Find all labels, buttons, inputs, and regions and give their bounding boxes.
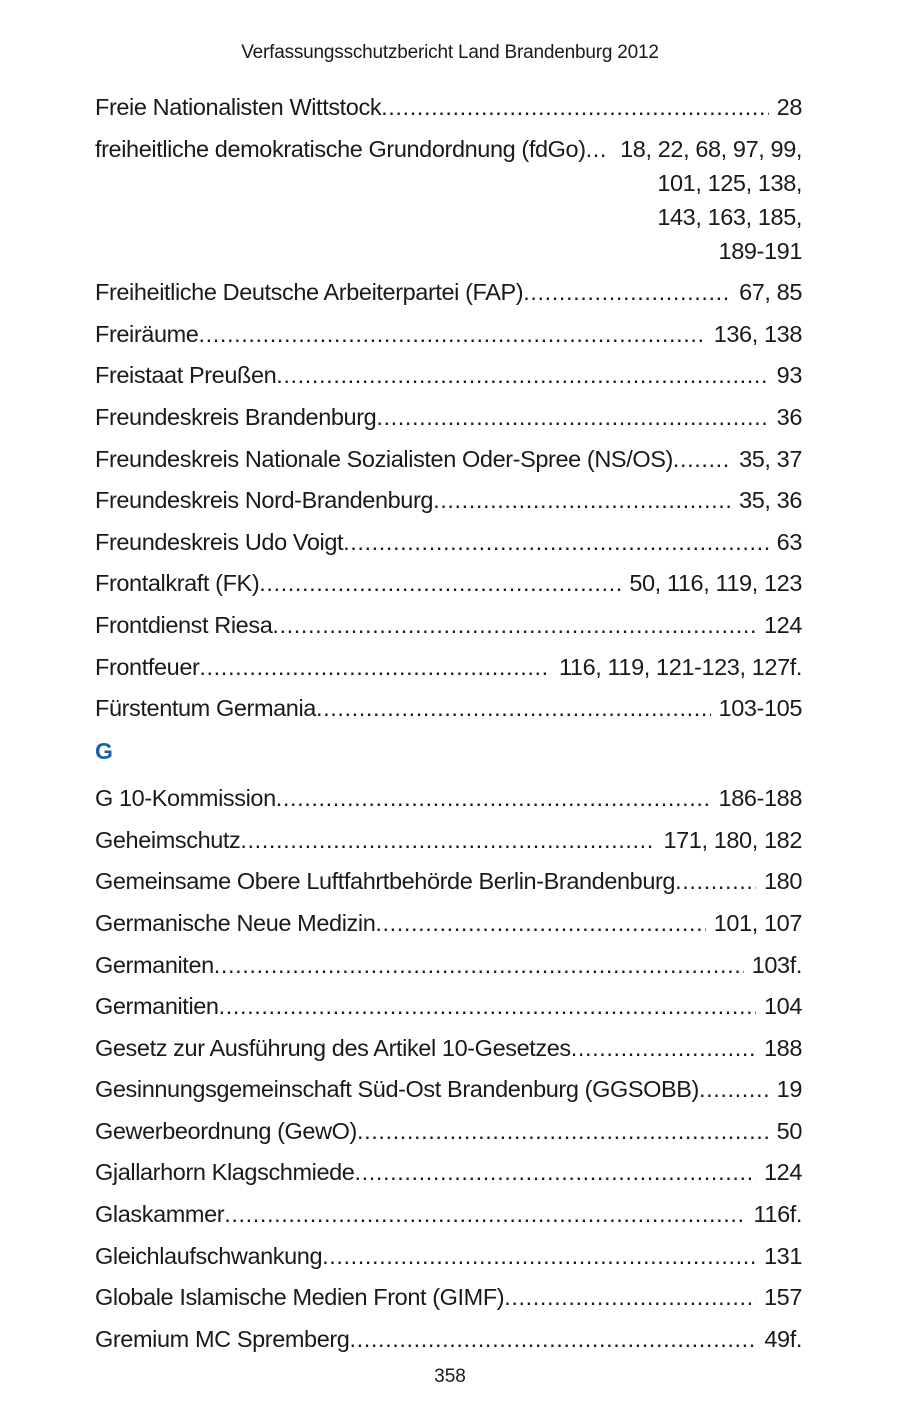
- index-entry: [95, 132, 802, 268]
- index-entry: [95, 823, 802, 857]
- index-entry: [95, 1031, 802, 1065]
- page-refs: 36: [776, 403, 802, 430]
- index-term: Frontfeuer: [95, 653, 200, 680]
- index-entry: [95, 650, 802, 684]
- index-entry: [95, 90, 802, 124]
- index-term: Gesinnungsgemeinschaft Süd-Ost Brandenburg (GGSOBB): [95, 1076, 699, 1103]
- dot-leader: [349, 1322, 756, 1356]
- dot-leader: [375, 906, 705, 940]
- index-entry: [95, 1114, 802, 1148]
- index-term: Freundeskreis Brandenburg: [95, 403, 377, 430]
- page-refs: 28: [776, 94, 802, 120]
- index-entry: [95, 948, 802, 982]
- index-entry: [95, 1155, 802, 1189]
- index-term: Freie Nationalisten Wittstock: [95, 94, 382, 120]
- index-term: Freistaat Preußen: [95, 362, 277, 389]
- dot-leader: [322, 1239, 756, 1273]
- index-entry: [95, 1197, 802, 1231]
- page-refs: 104: [763, 993, 802, 1020]
- page-refs: 116, 119, 121-123, 127f.: [558, 653, 802, 680]
- dot-leader: [272, 608, 756, 642]
- dot-leader: [571, 1031, 756, 1065]
- index-section-f: [95, 90, 802, 725]
- index-term: Germanitien: [95, 993, 219, 1020]
- index-term: Frontdienst Riesa: [95, 611, 273, 638]
- page-number: 358: [434, 1366, 466, 1387]
- index-term: freiheitliche demokratische Grundordnung (fdGo): [95, 135, 586, 162]
- dot-leader: [357, 1114, 769, 1148]
- dot-leader: [240, 823, 655, 857]
- dot-leader: [316, 691, 711, 725]
- page-refs: 116f.: [753, 1201, 802, 1228]
- page-refs: 35, 36: [739, 487, 802, 514]
- dot-leader: [433, 483, 731, 517]
- dot-leader: [276, 358, 768, 392]
- index-term: Glaskammer: [95, 1201, 225, 1228]
- dot-leader: [586, 132, 609, 166]
- page-refs: 171, 180, 182: [663, 826, 802, 853]
- page-refs: 103-105: [718, 695, 802, 722]
- index-entry: [95, 525, 802, 559]
- index-term: Geheimschutz: [95, 826, 241, 853]
- dot-leader: [699, 1072, 769, 1106]
- index-entry: [95, 358, 802, 392]
- dot-leader: [354, 1155, 756, 1189]
- index-term: Gesetz zur Ausführung des Artikel 10-Gesetzes: [95, 1034, 571, 1061]
- page-refs: 136, 138: [713, 320, 802, 347]
- index-term: Freundeskreis Udo Voigt: [95, 528, 344, 555]
- index-term: Germaniten: [95, 951, 214, 978]
- page-refs: 49f.: [764, 1325, 802, 1352]
- index-entry: [95, 989, 802, 1023]
- index-term: Freundeskreis Nord-Brandenburg: [95, 487, 434, 514]
- page-refs: 67, 85: [739, 279, 802, 306]
- dot-leader: [199, 650, 551, 684]
- dot-leader: [673, 442, 731, 476]
- page-refs: 18, 22, 68, 97, 99, 101, 125, 138, 143, 163, 185, 189-191: [620, 135, 802, 264]
- dot-leader: [214, 948, 744, 982]
- index-term: G 10-Kommission: [95, 785, 276, 812]
- index-entry: [95, 317, 802, 351]
- index-entry: [95, 483, 802, 517]
- dot-leader: [381, 90, 768, 124]
- page-refs: 93: [776, 362, 802, 389]
- index-term: Freundeskreis Nationale Sozialisten Oder-Spree (NS/OS): [95, 445, 673, 472]
- index-entry: [95, 442, 802, 476]
- index-list: [95, 90, 802, 1363]
- index-term: Germanische Neue Medizin: [95, 909, 376, 936]
- index-term: Gemeinsame Obere Luftfahrtbehörde Berlin-Brandenburg: [95, 868, 676, 895]
- page-refs: 103f.: [751, 951, 802, 978]
- dot-leader: [259, 566, 621, 600]
- running-header: Verfassungsschutzbericht Land Brandenburg 2012: [241, 42, 659, 63]
- page-refs: 50: [776, 1117, 802, 1144]
- index-entry: [95, 1239, 802, 1273]
- dot-leader: [523, 275, 731, 309]
- index-term: Globale Islamische Medien Front (GIMF): [95, 1284, 505, 1311]
- page-refs: 101, 107: [713, 909, 802, 936]
- index-term: Gjallarhorn Klagschmiede: [95, 1159, 355, 1186]
- dot-leader: [343, 525, 769, 559]
- index-term: Fürstentum Germania: [95, 695, 316, 722]
- index-entry: [95, 275, 802, 309]
- index-entry: [95, 1322, 802, 1356]
- index-term: Gewerbeordnung (GewO): [95, 1117, 357, 1144]
- index-term: Gleichlaufschwankung: [95, 1242, 323, 1269]
- page-refs: 19: [776, 1076, 802, 1103]
- index-entry: [95, 906, 802, 940]
- dot-leader: [224, 1197, 745, 1231]
- page-refs: 157: [763, 1284, 802, 1311]
- index-entry: [95, 1280, 802, 1314]
- page-refs: 186-188: [718, 785, 802, 812]
- dot-leader: [376, 400, 768, 434]
- dot-leader: [504, 1280, 756, 1314]
- index-entry: [95, 781, 802, 815]
- index-entry: [95, 608, 802, 642]
- page-refs: 50, 116, 119, 123: [629, 570, 802, 597]
- dot-leader: [276, 781, 711, 815]
- page-refs: 124: [763, 611, 802, 638]
- index-term: Gremium MC Spremberg: [95, 1325, 350, 1352]
- page-refs: 35, 37: [739, 445, 802, 472]
- page-refs: 124: [763, 1159, 802, 1186]
- page-refs: 180: [763, 868, 802, 895]
- section-letter-heading: G: [95, 738, 113, 765]
- index-term: Freiräume: [95, 320, 199, 347]
- index-section-g: [95, 781, 802, 1356]
- dot-leader: [219, 989, 756, 1023]
- index-term: Freiheitliche Deutsche Arbeiterpartei (FAP): [95, 279, 524, 306]
- index-entry: [95, 691, 802, 725]
- page-refs: 131: [763, 1242, 802, 1269]
- dot-leader: [675, 864, 756, 898]
- index-entry: [95, 566, 802, 600]
- index-entry: [95, 400, 802, 434]
- dot-leader: [198, 317, 705, 351]
- index-entry: [95, 1072, 802, 1106]
- page-refs: 63: [776, 528, 802, 555]
- index-entry: [95, 864, 802, 898]
- index-term: Frontalkraft (FK): [95, 570, 260, 597]
- page-refs: 188: [763, 1034, 802, 1061]
